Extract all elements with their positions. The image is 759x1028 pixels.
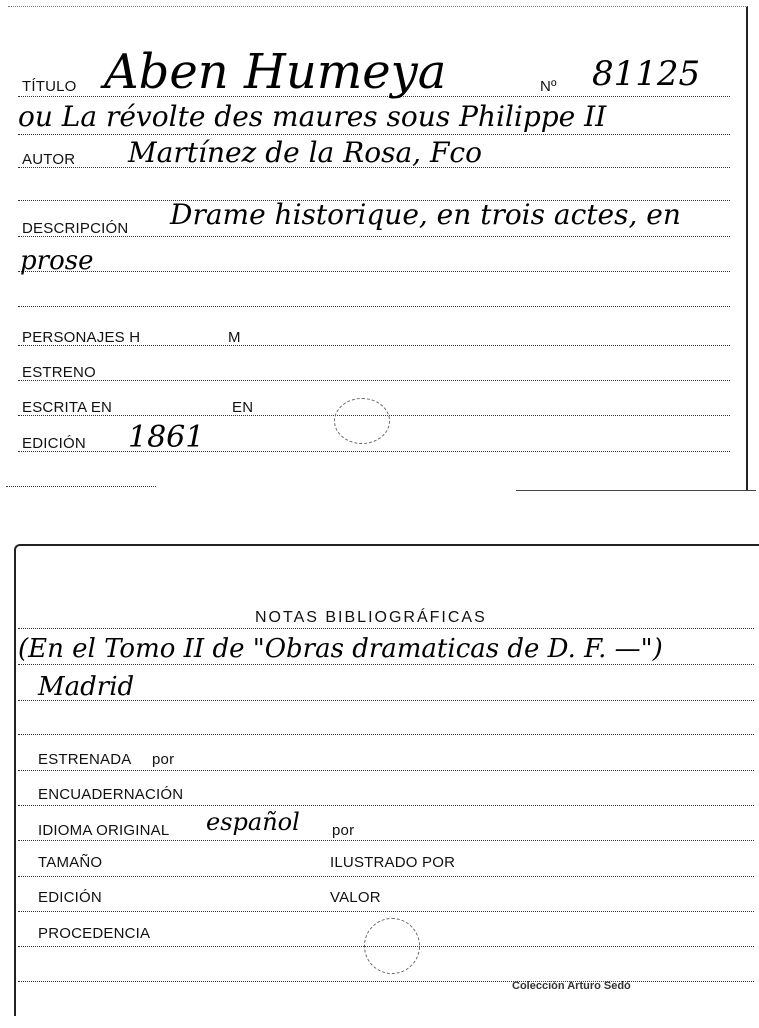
personajes-label: PERSONAJES H — [22, 329, 141, 346]
personajes-m-label: M — [228, 329, 241, 346]
card-edge-dots-left — [6, 486, 156, 487]
descripcion-value-2: prose — [20, 246, 94, 276]
rule-blank-2 — [18, 306, 730, 307]
coleccion-stamp: Colección Arturo Sedó — [512, 980, 631, 992]
escrita-en-label: EN — [232, 399, 254, 416]
card-edge-right — [516, 490, 756, 491]
idioma-value: español — [206, 808, 300, 836]
procedencia-label: PROCEDENCIA — [38, 925, 151, 942]
numero-label: Nº — [540, 78, 557, 95]
punch-hole-top — [334, 398, 390, 444]
notas-value-1: (En el Tomo II de "Obras dramaticas de D. F. —") — [18, 634, 663, 664]
notas-value-2: Madrid — [38, 672, 135, 702]
encuadernacion-label: ENCUADERNACIÓN — [38, 786, 184, 803]
estrenada-por: por — [152, 751, 175, 768]
autor-value: Martínez de la Rosa, Fco — [128, 136, 482, 169]
tamano-label: TAMAÑO — [38, 854, 103, 871]
rule-notas-title — [18, 628, 754, 629]
edicion-2-label: EDICIÓN — [38, 889, 102, 906]
rule-estrenada — [18, 770, 754, 771]
autor-label: AUTOR — [22, 151, 76, 168]
edicion-value: 1861 — [128, 420, 205, 455]
subtitle-value: ou La révolte des maures sous Philippe II — [18, 100, 607, 133]
numero-value: 81125 — [592, 54, 701, 94]
estrenada-label: ESTRENADA — [38, 751, 132, 768]
idioma-por: por — [332, 822, 355, 839]
rule-notas-1 — [18, 664, 754, 665]
rule-descripcion-2 — [18, 271, 730, 272]
valor-label: VALOR — [330, 889, 381, 906]
rule-idioma — [18, 840, 754, 841]
rule-encuadernacion — [18, 805, 754, 806]
rule-last — [18, 981, 754, 982]
titulo-value: Aben Humeya — [104, 44, 447, 100]
descripcion-value: Drame historique, en trois actes, en — [170, 198, 681, 231]
rule-estreno — [18, 380, 730, 381]
rule-subtitle — [18, 134, 730, 135]
idioma-label: IDIOMA ORIGINAL — [38, 822, 170, 839]
titulo-label: TÍTULO — [22, 78, 77, 95]
rule-blank-3 — [18, 734, 754, 735]
notas-title: NOTAS BIBLIOGRÁFICAS — [255, 609, 487, 626]
ilustrado-label: ILUSTRADO POR — [330, 854, 456, 871]
rule-tamano — [18, 876, 754, 877]
rule-edicion — [18, 451, 730, 452]
escrita-label: ESCRITA EN — [22, 399, 113, 416]
descripcion-label: DESCRIPCIÓN — [22, 220, 129, 237]
edicion-label: EDICIÓN — [22, 435, 86, 452]
rule-edicion-2 — [18, 911, 754, 912]
punch-hole-bottom — [364, 918, 420, 974]
estreno-label: ESTRENO — [22, 364, 96, 381]
